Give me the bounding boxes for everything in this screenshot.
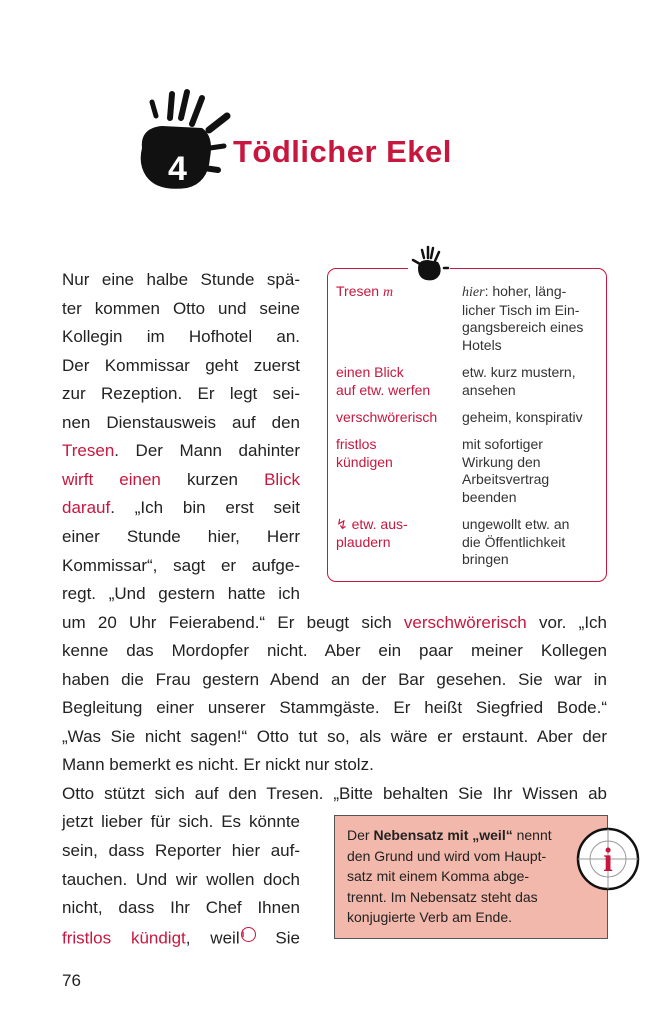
text-segment: um 20 Uhr Feierabend.“ Er beugt sich bbox=[62, 612, 404, 632]
vocab-term: verschwörerisch bbox=[336, 409, 438, 425]
text-line bbox=[62, 613, 607, 633]
text-segment: nen Dienstausweis auf den bbox=[62, 412, 300, 432]
text-line bbox=[62, 527, 300, 547]
chapter-title: Tödlicher Ekel bbox=[233, 134, 452, 169]
text-segment: sein, dass Reporter hier auf- bbox=[62, 841, 300, 860]
text-line bbox=[62, 270, 300, 290]
info-icon bbox=[576, 827, 640, 891]
text-line bbox=[62, 356, 300, 376]
text-line bbox=[62, 413, 300, 433]
text-segment: Mann bemerkt es nicht. Er nickt nur stolz. bbox=[62, 755, 374, 775]
text-line bbox=[62, 556, 300, 576]
text-line bbox=[62, 927, 300, 949]
text-segment: zur Rezeption. Er legt sei- bbox=[62, 384, 300, 404]
text-segment: kenne das Mordopfer nicht. Aber ein paar meiner Kollegen bbox=[62, 641, 607, 661]
text-segment: regt. „Und gestern hatte ich bbox=[62, 584, 300, 604]
text-line bbox=[62, 498, 300, 518]
vocabulary-box bbox=[327, 268, 607, 582]
text-segment: Der Kommissar geht zuerst bbox=[62, 355, 300, 375]
vocab-definition: : hoher, läng- licher Tisch im Ein- gangsbereich eines Hotels bbox=[462, 283, 584, 353]
text-segment: . Der Mann dahinter bbox=[114, 441, 300, 461]
text-line bbox=[62, 470, 300, 490]
text-line bbox=[62, 384, 300, 404]
vocab-highlight: fristlos kündigt bbox=[62, 928, 186, 948]
text-line bbox=[62, 670, 607, 690]
text-segment: Sie bbox=[255, 928, 301, 948]
text-segment: nicht, dass Ihr Chef Ihnen bbox=[62, 898, 300, 918]
text-segment: , weil bbox=[185, 928, 240, 948]
text-segment: „Was Sie nicht sagen!“ Otto tut so, als wäre er erstaunt. Aber der bbox=[62, 726, 607, 746]
text-line bbox=[62, 784, 607, 804]
text-segment: Kommissar“, sagt er aufge- bbox=[62, 555, 300, 575]
vocab-highlight: wirft einen bbox=[62, 469, 161, 489]
text-segment: kurzen bbox=[160, 469, 265, 489]
text-segment: Kollegin im Hofhotel an. bbox=[62, 327, 300, 347]
text-line bbox=[62, 870, 300, 890]
info-reference-icon: i bbox=[241, 927, 256, 942]
text-segment: tauchen. Und wir wollen doch bbox=[62, 869, 300, 889]
vocab-def-prefix: hier bbox=[462, 285, 485, 300]
text-line bbox=[62, 698, 607, 718]
info-icon-letter: i bbox=[603, 842, 613, 879]
vocab-term: einen Blick auf etw. werfen bbox=[336, 364, 431, 398]
text-segment: vor. „Ich bbox=[526, 612, 607, 632]
text-line bbox=[62, 641, 607, 661]
text-segment: einer Stunde hier, Herr bbox=[62, 526, 300, 546]
vocab-highlight: darauf bbox=[62, 498, 111, 518]
text-segment: . „Ich bin erst seit bbox=[110, 498, 300, 518]
text-line bbox=[62, 812, 300, 832]
info-text: nennt den Grund und wird vom Haupt-satz mit einem Komma abge-trennt. Im Nebensatz steht das konjugierte Verb am Ende. bbox=[347, 827, 552, 925]
vocab-highlight: Tresen bbox=[62, 441, 115, 461]
page-number: 76 bbox=[62, 971, 81, 990]
text-segment: ter kommen Otto und seine bbox=[62, 298, 300, 318]
text-line bbox=[62, 755, 607, 775]
vocab-definition: etw. kurz mustern, ansehen bbox=[462, 364, 576, 398]
text-segment: Nur eine halbe Stunde spä- bbox=[62, 270, 300, 289]
grammar-info-box bbox=[334, 815, 608, 939]
vocab-gender: m bbox=[382, 285, 394, 300]
small-hand-print-icon bbox=[408, 244, 450, 284]
vocab-term: fristlos kündigen bbox=[336, 436, 393, 470]
vocab-highlight: verschwörerisch bbox=[403, 612, 527, 632]
text-line bbox=[62, 584, 300, 604]
text-line bbox=[62, 299, 300, 319]
vocab-term: ↯ etw. aus- plaudern bbox=[336, 516, 408, 550]
vocab-definition: ungewollt etw. an die Öffentlichkeit bringen bbox=[462, 516, 570, 567]
text-line bbox=[62, 441, 300, 461]
text-segment: Otto stützt sich auf den Tresen. „Bitte behalten Sie Ihr Wissen ab bbox=[62, 783, 607, 803]
vocab-highlight: Blick bbox=[264, 469, 300, 489]
text-segment: haben die Frau gestern Abend an der Bar gesehen. Sie war in bbox=[62, 669, 607, 689]
info-text: Der bbox=[347, 827, 374, 843]
text-line bbox=[62, 727, 607, 747]
chapter-number: 4 bbox=[168, 150, 187, 188]
text-segment: Begleitung einer unserer Stammgäste. Er heißt Siegfried Bode.“ bbox=[62, 698, 607, 718]
text-segment: jetzt lieber für sich. Es könnte bbox=[62, 812, 300, 832]
text-line bbox=[62, 841, 300, 861]
text-line bbox=[62, 898, 300, 918]
info-highlight: Nebensatz mit „weil“ bbox=[373, 827, 513, 843]
vocab-term: Tresen bbox=[336, 283, 383, 299]
vocab-definition: geheim, konspirativ bbox=[462, 409, 583, 425]
text-line bbox=[62, 327, 300, 347]
hand-print-icon bbox=[132, 88, 232, 198]
vocab-definition: mit sofortiger Wirkung den Arbeitsvertrag beenden bbox=[462, 436, 550, 505]
